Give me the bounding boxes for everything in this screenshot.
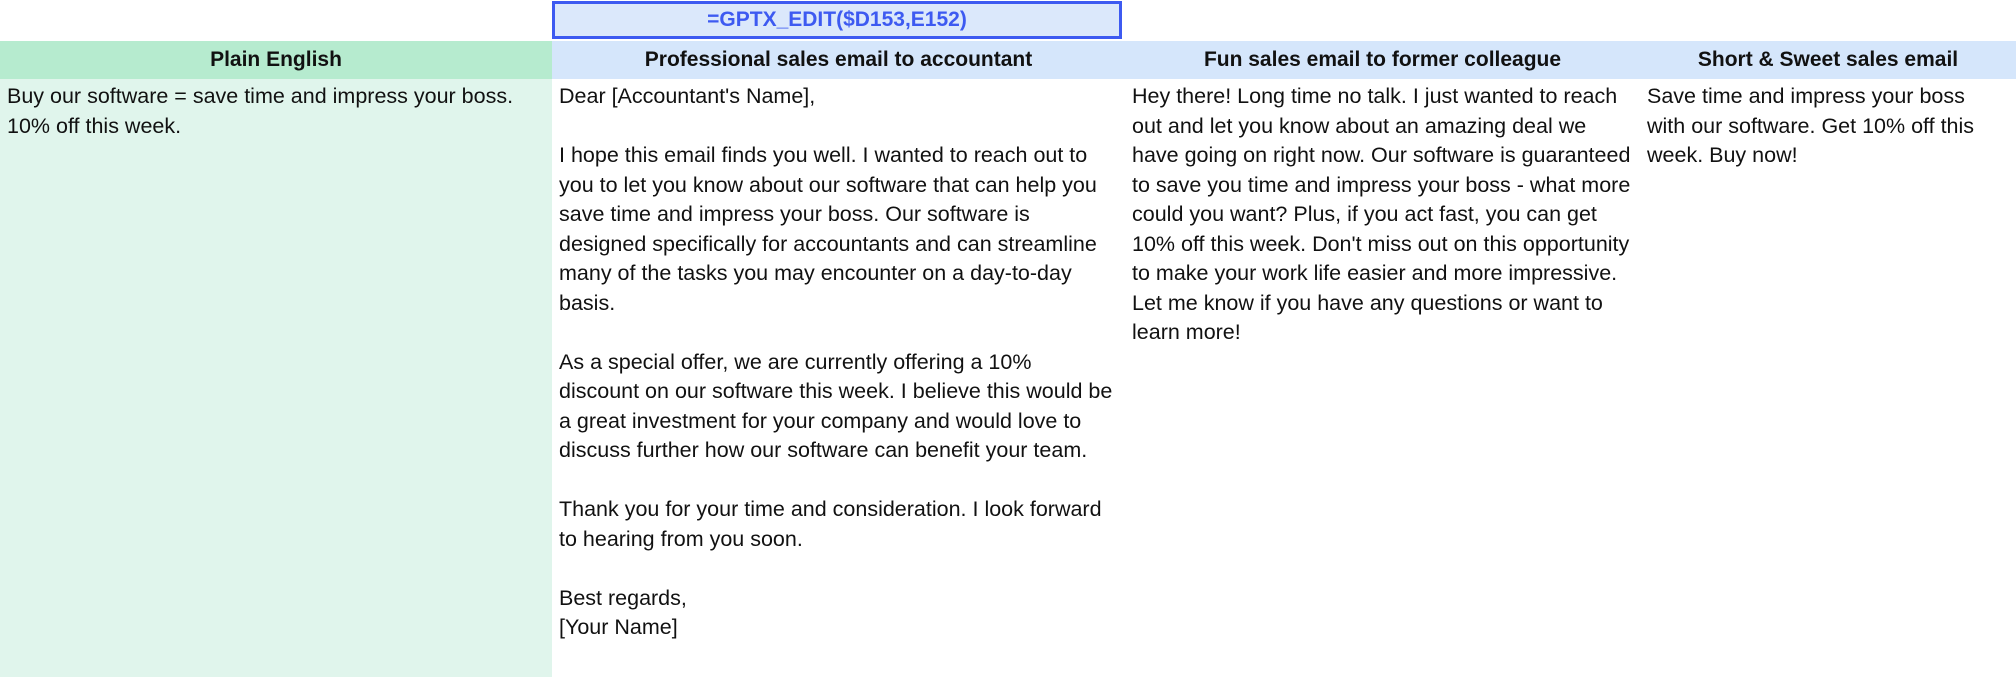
header-row <box>0 41 2016 79</box>
cell-fun-email[interactable]: Hey there! Long time no talk. I just wanted to reach out and let you know about an amazing deal we have going on right now. Our software is guaranteed to save you time and impress your boss - what more could you want? Plus, if you act fast, you can get 10% off this week. Don't miss out on this opportunity to make your work life easier and more impressive. Let me know if you have any questions or want to learn more! <box>1125 79 1640 677</box>
cell-short-email[interactable]: Save time and impress your boss with our software. Get 10% off this week. Buy now! <box>1640 79 2016 677</box>
formula-row <box>0 0 2016 40</box>
content-row <box>0 79 2016 677</box>
selected-formula-cell[interactable]: =GPTX_EDIT($D153,E152) <box>552 1 1122 39</box>
header-cell-short-email[interactable]: Short & Sweet sales email <box>1640 41 2016 79</box>
header-cell-professional-email[interactable]: Professional sales email to accountant <box>552 41 1125 79</box>
cell-plain-english[interactable]: Buy our software = save time and impress your boss. 10% off this week. <box>0 79 552 677</box>
header-cell-fun-email[interactable]: Fun sales email to former colleague <box>1125 41 1640 79</box>
cell-professional-email[interactable]: Dear [Accountant's Name], I hope this email finds you well. I wanted to reach out to you to let you know about our software that can help you save time and impress your boss. Our software is designed specifically for accountants and can streamline many of the tasks you may encounter on a day-to-day basis. As a special offer, we are currently offering a 10% discount on our software this week. I believe this would be a great investment for your company and would love to discuss further how our software can benefit your team. Thank you for your time and consideration. I look forward to hearing from you soon. Best regards, [Your Name] <box>552 79 1125 677</box>
header-cell-plain-english[interactable]: Plain English <box>0 41 552 79</box>
